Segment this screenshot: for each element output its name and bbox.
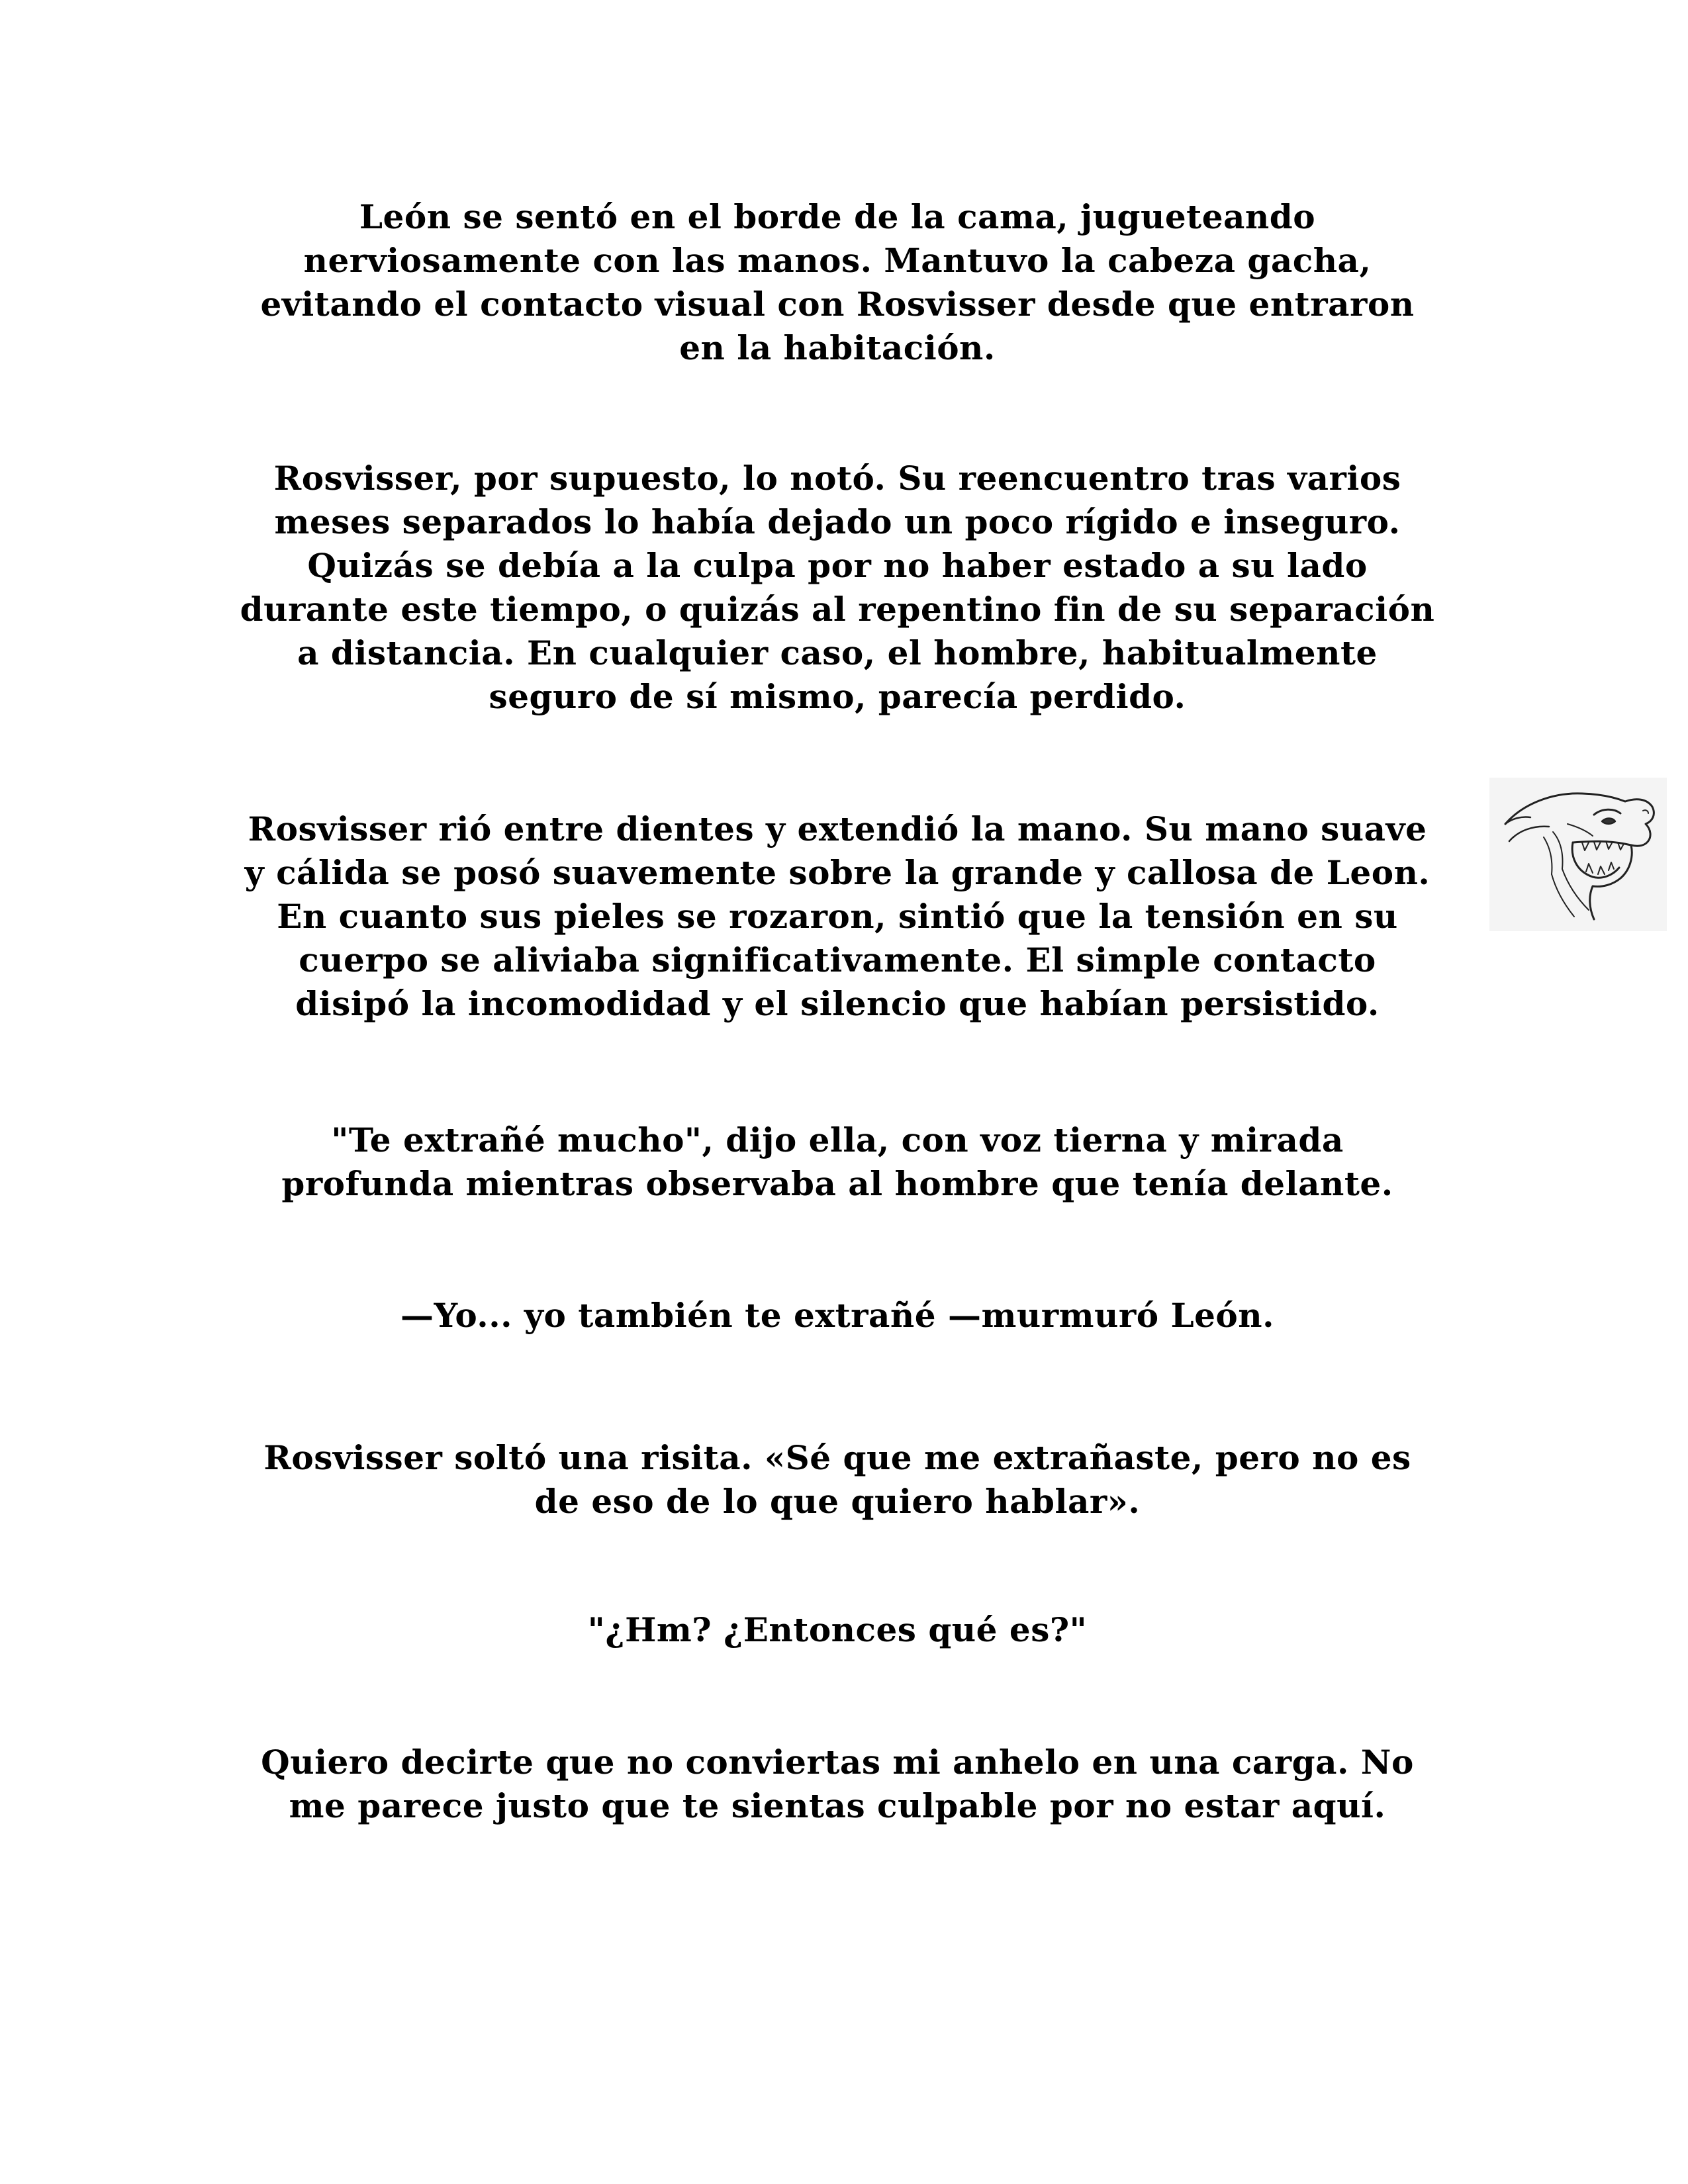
paragraph-7: "¿Hm? ¿Entonces qué es?" [587, 1610, 1088, 1649]
paragraph-5: —Yo... yo también te extrañé —murmuró León. [400, 1296, 1275, 1335]
paragraph-4: "Te extrañé mucho", dijo ella, con voz tierna y mirada profunda mientras observaba al hombre que tenía delante. [281, 1120, 1393, 1203]
paragraph-2: Rosvisser, por supuesto, lo notó. Su reencuentro tras varios meses separados lo había dejado un poco rígido e inseguro. Quizás se debía a la culpa por no haber estado a su lado durante este tiempo, o quizás al repentino fin de su separación a distancia. En cualquier caso, el hombre, habitualmente seguro de sí mismo, parecía perdido. [240, 459, 1435, 716]
paragraph-1: León se sentó en el borde de la cama, jugueteando nerviosamente con las manos. Mantuvo la cabeza gacha, evitando el contacto visual con Rosvisser desde que entraron en la habitación. [260, 197, 1415, 367]
dinosaur-head-sketch-icon [1489, 778, 1667, 931]
paragraph-8: Quiero decirte que no conviertas mi anhelo en una carga. No me parece justo que te sientas culpable por no estar aquí. [261, 1743, 1414, 1825]
paragraph-6: Rosvisser soltó una risita. «Sé que me extrañaste, pero no es de eso de lo que quiero hablar». [263, 1438, 1411, 1521]
paragraph-3: Rosvisser rió entre dientes y extendió la mano. Su mano suave y cálida se posó suavemente sobre la grande y callosa de Leon. En cuanto sus pieles se rozaron, sintió que la tensión en su cuerpo se aliviaba significativamente. El simple contacto disipó la incomodidad y el silencio que habían persistido. [244, 809, 1430, 1023]
